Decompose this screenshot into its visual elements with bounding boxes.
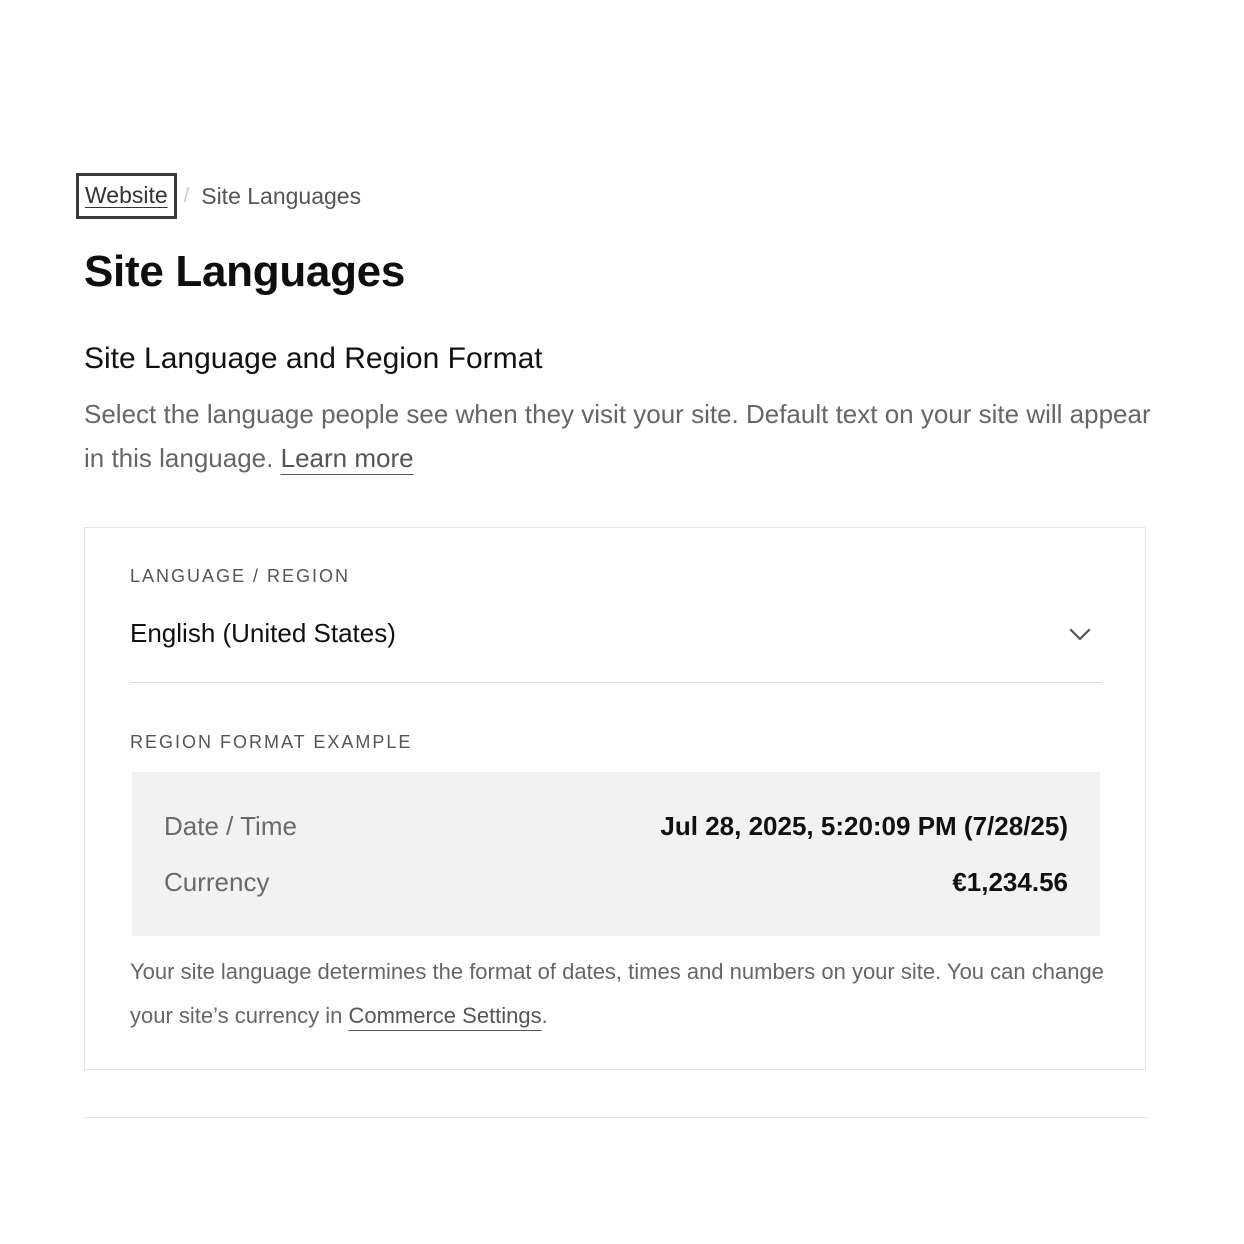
section-description-text: Select the language people see when they visit your site. Default text on your site will appear in this language. xyxy=(84,399,1151,473)
region-format-example-box xyxy=(132,772,1100,936)
site-languages-page xyxy=(84,172,1151,1028)
section-title: Site Language and Region Format xyxy=(84,342,543,375)
date-time-value: Jul 28, 2025, 5:20:09 PM (7/28/25) xyxy=(660,810,1068,841)
language-region-value: English (United States) xyxy=(130,618,396,648)
language-settings-card xyxy=(84,527,1146,1070)
format-note-suffix: . xyxy=(541,1003,548,1028)
section-description xyxy=(84,392,1154,480)
breadcrumb-current: Site Languages xyxy=(201,182,362,209)
format-note-text: Your site language determines the format of dates, times and numbers on your site. You can change your site’s currency in xyxy=(130,959,1104,1028)
section-divider xyxy=(84,1117,1148,1118)
currency-row xyxy=(164,862,1068,902)
format-note xyxy=(130,950,1110,1038)
date-time-key: Date / Time xyxy=(164,810,297,841)
date-time-row xyxy=(164,806,1068,846)
breadcrumb-separator: / xyxy=(183,184,190,207)
commerce-settings-link[interactable]: Commerce Settings xyxy=(348,1003,542,1028)
breadcrumb-website-link[interactable]: Website xyxy=(76,173,177,219)
breadcrumb xyxy=(76,172,1148,220)
learn-more-link[interactable]: Learn more xyxy=(280,443,414,473)
region-format-example-label: REGION FORMAT EXAMPLE xyxy=(130,732,413,752)
currency-key: Currency xyxy=(164,866,270,897)
chevron-down-icon xyxy=(1068,622,1092,646)
language-region-select[interactable] xyxy=(130,618,1102,683)
currency-value: €1,234.56 xyxy=(952,866,1068,897)
page-title: Site Languages xyxy=(84,247,405,296)
language-region-label: LANGUAGE / REGION xyxy=(130,566,351,586)
